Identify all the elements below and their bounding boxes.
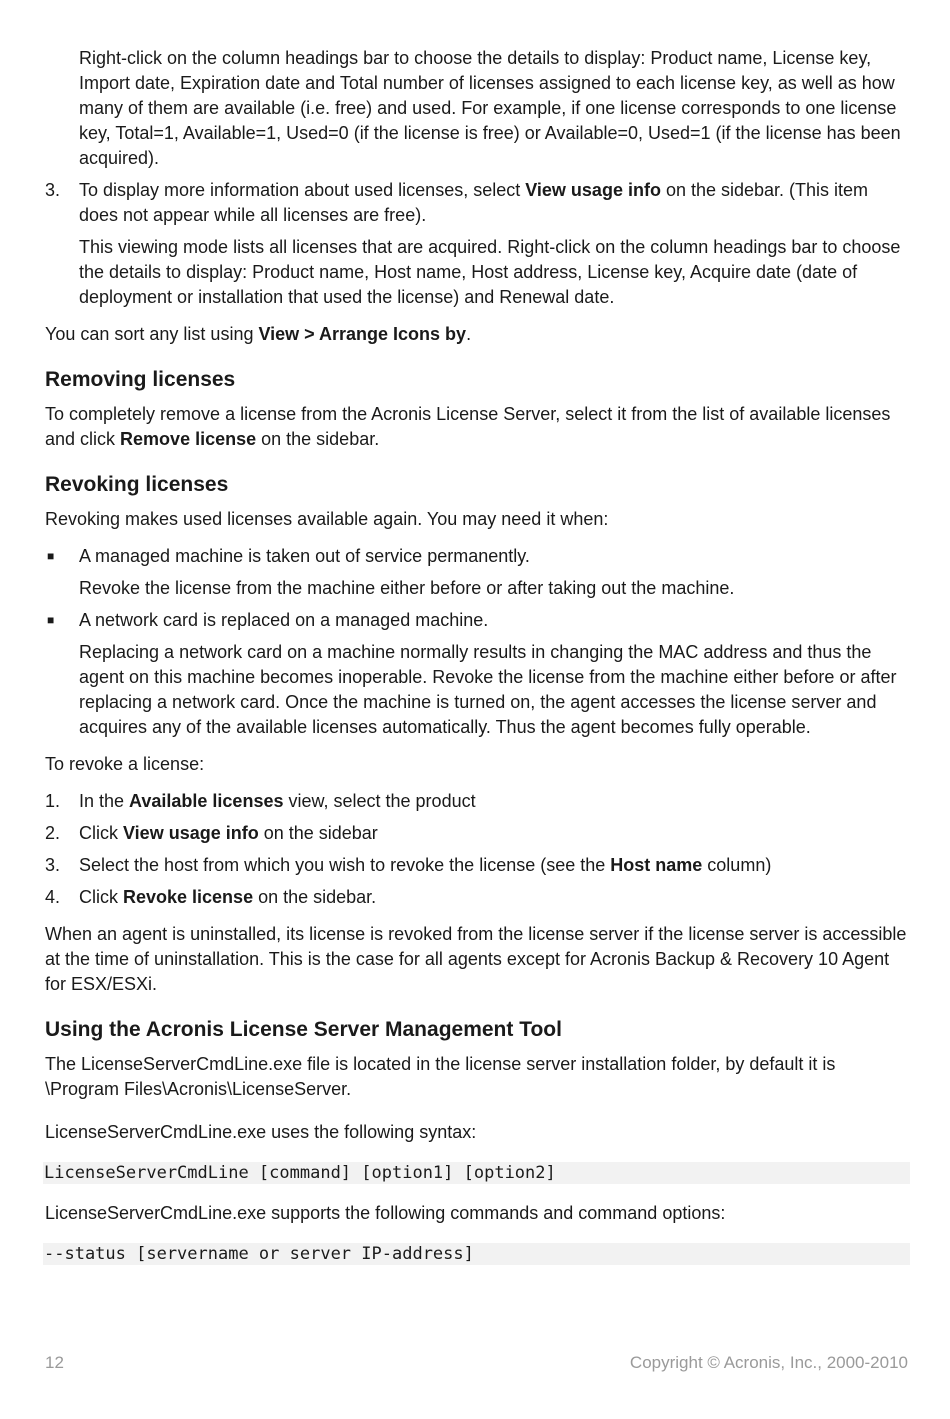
revoke-step: 3. Select the host from which you wish to revoke the license (see the Host name column) (45, 855, 772, 875)
page-number: 12 (45, 1353, 64, 1372)
heading-removing-licenses: Removing licenses (45, 368, 236, 391)
uninstall-paragraph: When an agent is uninstalled, its license is revoked from the license server if the license server is accessible at the time of uninstallation. This is the case for all agents except for Acronis Backup & Recovery 10 Agent for ESX/ESXi. (45, 924, 907, 994)
step-text-pre: To display more information about used licenses, select (79, 180, 526, 200)
step-text-bold: View usage info (525, 180, 661, 200)
bullet-item-network-card: ■ A network card is replaced on a managed machine. (45, 608, 910, 633)
viewing-mode-paragraph: This viewing mode lists all licenses that are acquired. Right-click on the column headings bar to choose the details to display: Product name, Host name, Host address, License key, Acquire date (date of deployment or installation that used the license) and Renewal date. (79, 237, 901, 307)
bullet-square-icon: ■ (47, 549, 55, 563)
commands-intro: LicenseServerCmdLine.exe supports the following commands and command options: (45, 1203, 726, 1223)
copyright-notice: Copyright © Acronis, Inc., 2000-2010 (629, 1353, 908, 1372)
bullet-square-icon: ■ (47, 613, 55, 627)
heading-license-server-tool: Using the Acronis License Server Management Tool (45, 1018, 562, 1041)
revoke-step: 4. Click Revoke license on the sidebar. (45, 887, 377, 907)
heading-revoking-licenses: Revoking licenses (45, 473, 229, 496)
step-number: 3. (45, 180, 61, 200)
sort-paragraph: You can sort any list using View > Arrange Icons by. (45, 324, 472, 344)
revoke-step: 1. In the Available licenses view, select the product (45, 791, 476, 811)
syntax-intro: LicenseServerCmdLine.exe uses the following syntax: (45, 1122, 477, 1142)
syntax-code-block: LicenseServerCmdLine [command] [option1] [option2] (43, 1162, 910, 1184)
bullet-item-out-of-service: ■ A managed machine is taken out of service permanently. (45, 544, 910, 569)
to-revoke-label: To revoke a license: (45, 754, 205, 774)
revoking-intro: Revoking makes used licenses available again. You may need it when: (45, 509, 609, 529)
removing-paragraph: To completely remove a license from the Acronis License Server, select it from the list of available licenses and click Remove license on the sidebar. (45, 404, 891, 449)
tool-location-paragraph: The LicenseServerCmdLine.exe file is located in the license server installation folder, by default it is \Program Files\Acronis\LicenseServer. (45, 1054, 836, 1099)
bullet-subtext: Replacing a network card on a machine normally results in changing the MAC address and thus the agent on this machine becomes inoperable. Revoke the license from the machine either before or after replacing a network card. Once the machine is turned on, the agent accesses the license server and acquires any of the available licenses automatically. Thus the agent becomes fully operable. (79, 642, 897, 737)
status-code-block: --status [servername or server IP-address] (43, 1243, 910, 1265)
column-headings-paragraph: Right-click on the column headings bar to choose the details to display: Product name, License key, Import date, Expiration date and Total number of licenses assigned to each license key, as well as how many of them are available (i.e. free) and used. For example, if one license corresponds to one license key, Total=1, Available=1, Used=0 (if the license is free) or Available=0, Used=1 (if the license has been acquired). (79, 48, 901, 168)
revoke-step: 2. Click View usage info on the sidebar (45, 823, 378, 843)
bullet-subtext: Revoke the license from the machine either before or after taking out the machine. (79, 578, 735, 598)
step-3 (45, 178, 910, 228)
step-text-post: on the sidebar. (This item does not appear while all licenses are free). (79, 180, 869, 225)
